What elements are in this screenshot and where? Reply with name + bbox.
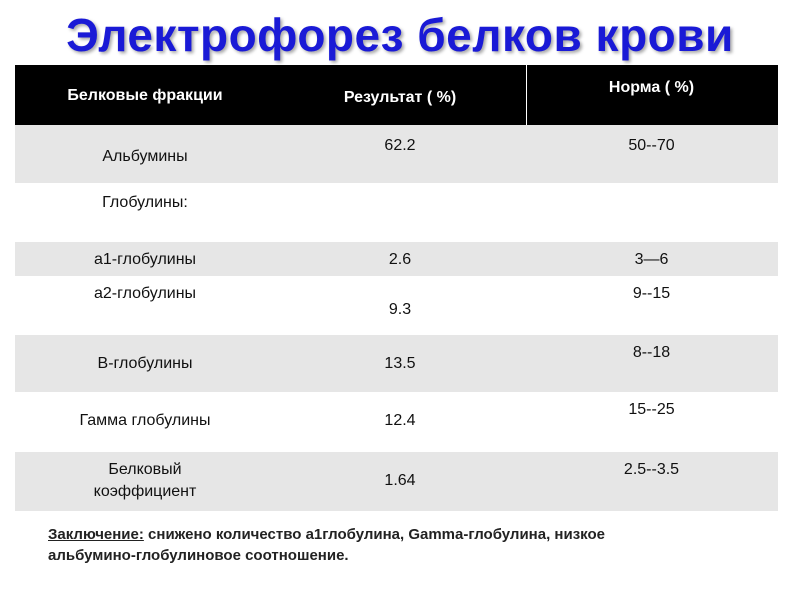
row-norm: 8--18 bbox=[632, 344, 671, 361]
header-fractions: Белковые фракции bbox=[67, 87, 223, 104]
row-result: 2.6 bbox=[388, 251, 412, 268]
row-result: 62.2 bbox=[384, 137, 416, 154]
row-norm: 2.5--3.5 bbox=[623, 461, 680, 478]
table-row bbox=[15, 242, 778, 276]
row-name: B-глобулины bbox=[97, 355, 193, 372]
table-row bbox=[15, 276, 778, 335]
row-name-line1: Белковый bbox=[108, 461, 182, 478]
row-result: 9.3 bbox=[388, 301, 412, 318]
row-name: a1-глобулины bbox=[93, 251, 197, 268]
page-title: Электрофорез белков крови bbox=[66, 9, 734, 61]
table-row bbox=[15, 335, 778, 392]
row-name bbox=[15, 459, 275, 503]
table-row bbox=[15, 125, 778, 183]
row-norm: 9--15 bbox=[632, 285, 671, 302]
row-norm: 3—6 bbox=[634, 251, 669, 268]
conclusion-line1 bbox=[48, 524, 768, 545]
row-result: 13.5 bbox=[384, 355, 416, 372]
conclusion bbox=[48, 524, 768, 566]
header-norm: Норма ( %) bbox=[608, 79, 695, 96]
row-result: 1.64 bbox=[384, 472, 416, 489]
header-result: Результат ( %) bbox=[343, 89, 457, 106]
conclusion-text: снижено количество a1глобулина, Gamma-глобулина, низкое bbox=[143, 526, 605, 543]
row-name-line2: коэффициент bbox=[93, 483, 197, 500]
conclusion-line2: альбумино-глобулиновое соотношение. bbox=[48, 547, 349, 564]
row-norm: 15--25 bbox=[628, 401, 675, 418]
row-name: a2-глобулины bbox=[93, 285, 197, 302]
table-row bbox=[15, 392, 778, 452]
table-row bbox=[15, 183, 778, 242]
table-row bbox=[15, 452, 778, 511]
row-norm: 50--70 bbox=[628, 137, 675, 154]
row-name: Альбумины bbox=[102, 148, 188, 165]
results-table bbox=[15, 65, 778, 511]
row-name: Гамма глобулины bbox=[79, 412, 211, 429]
row-result: 12.4 bbox=[384, 412, 416, 429]
table-header bbox=[15, 65, 778, 125]
conclusion-label: Заключение: bbox=[48, 526, 144, 543]
row-name: Глобулины: bbox=[102, 194, 188, 211]
